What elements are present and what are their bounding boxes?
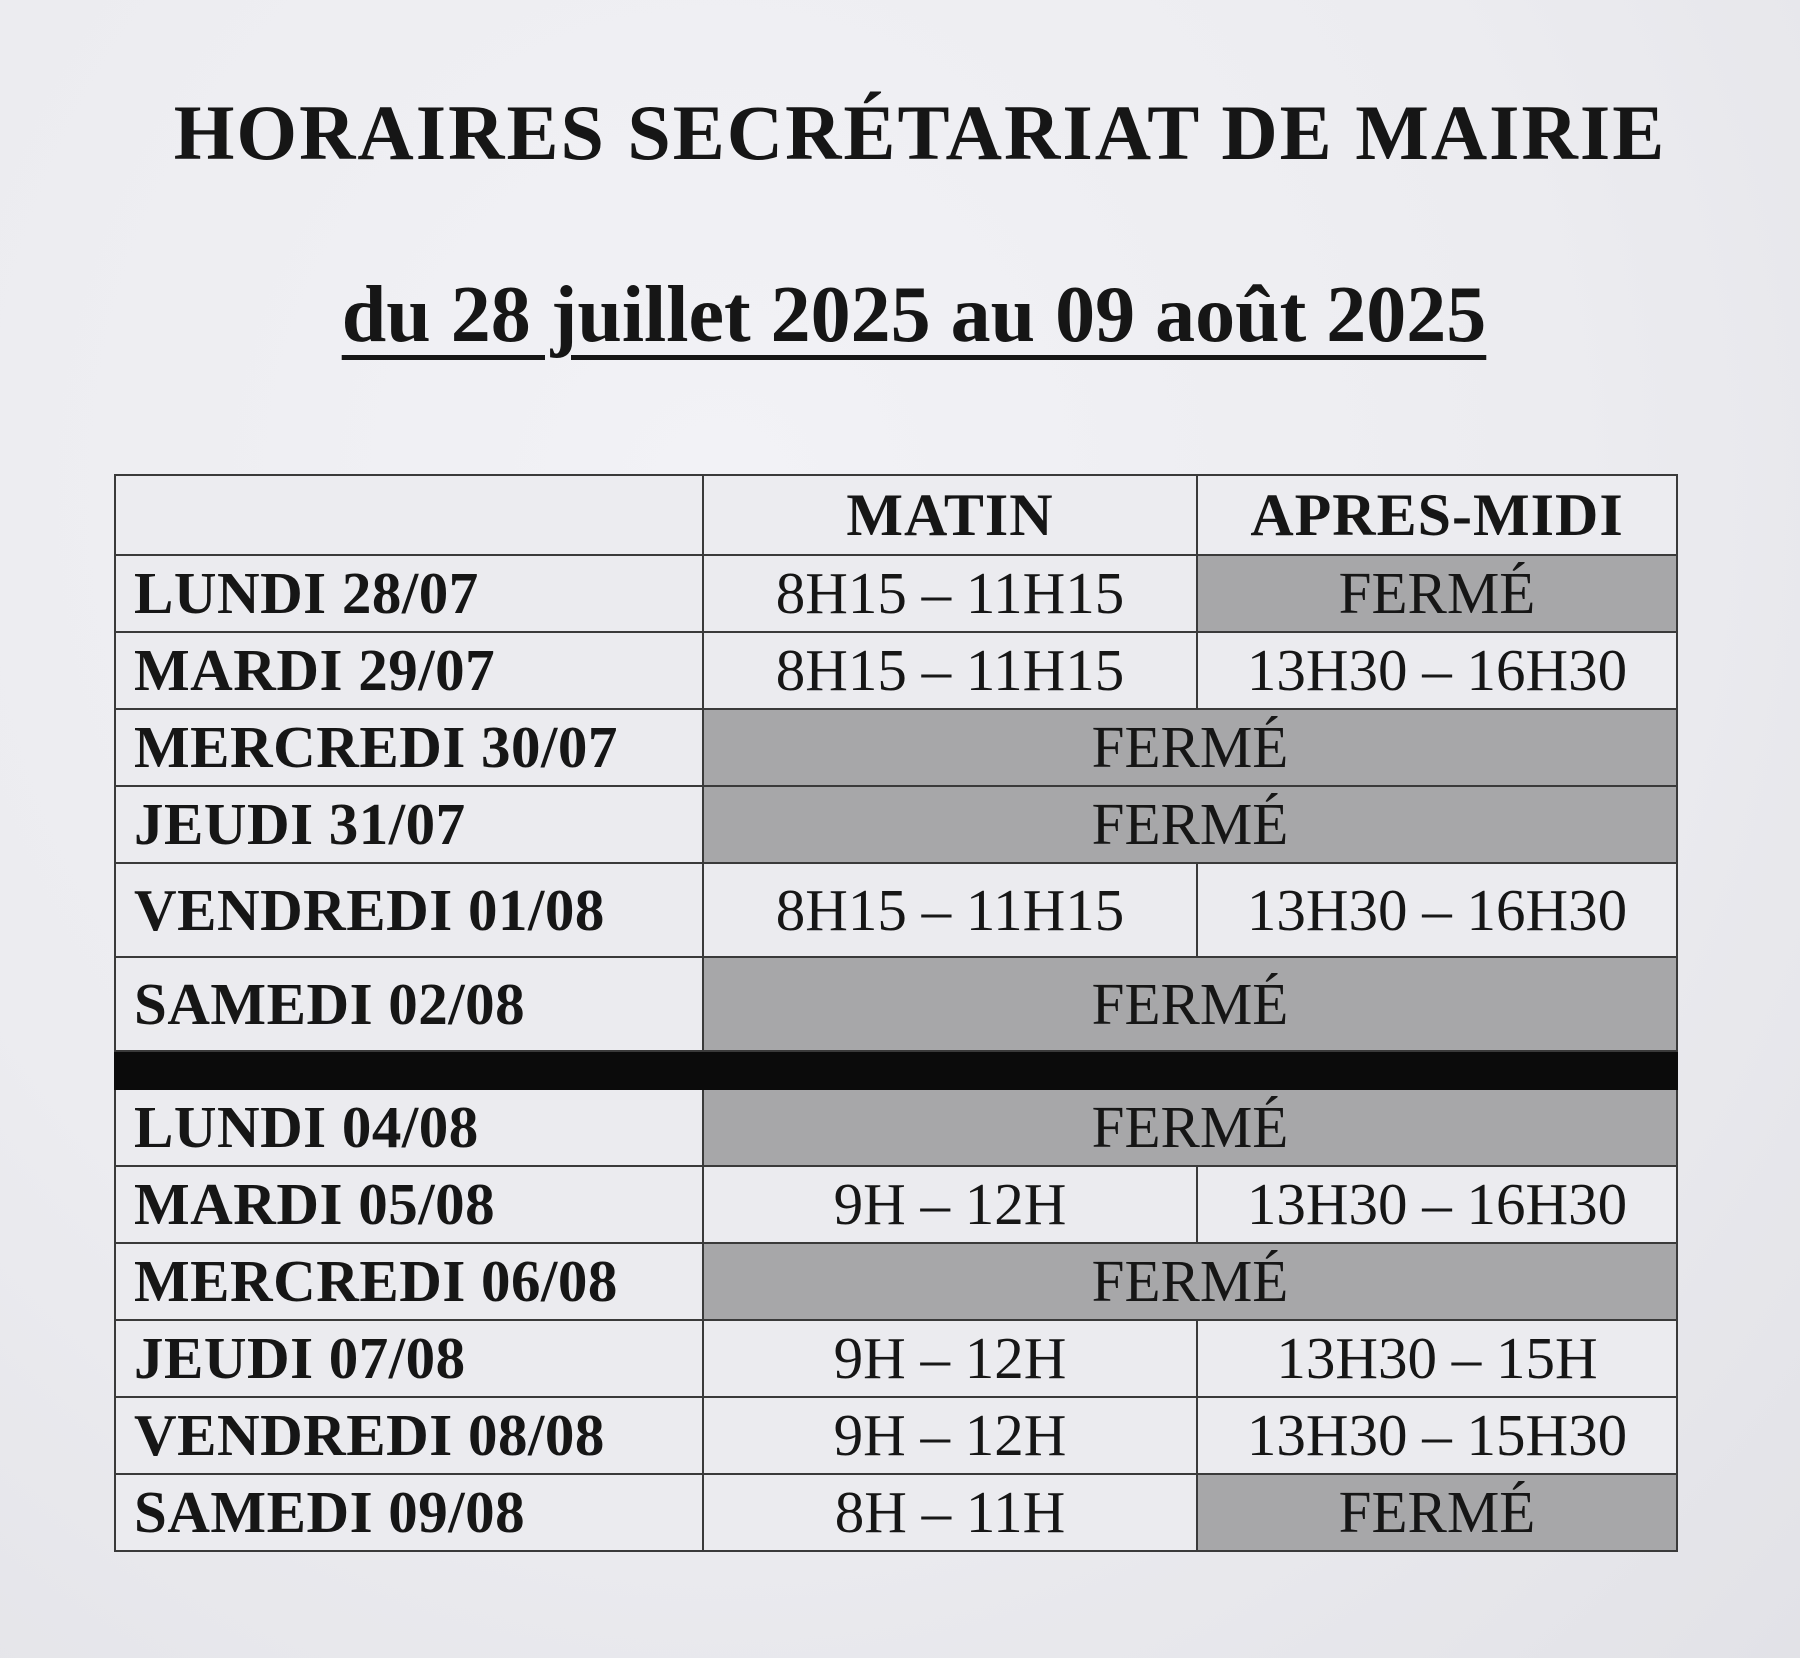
header-afternoon: APRES-MIDI bbox=[1197, 475, 1677, 555]
morning-hours: 8H15 – 11H15 bbox=[703, 555, 1197, 632]
afternoon-hours: 13H30 – 15H bbox=[1197, 1320, 1677, 1397]
table-row bbox=[115, 632, 1677, 709]
day-label: JEUDI 31/07 bbox=[115, 786, 703, 863]
morning-hours: 9H – 12H bbox=[703, 1166, 1197, 1243]
schedule-table bbox=[114, 474, 1678, 1552]
morning-hours: 9H – 12H bbox=[703, 1320, 1197, 1397]
day-label: VENDREDI 01/08 bbox=[115, 863, 703, 957]
afternoon-closed: FERMÉ bbox=[1197, 555, 1677, 632]
page-title: HORAIRES SECRÉTARIAT DE MAIRIE bbox=[173, 89, 1667, 176]
date-range-subtitle bbox=[0, 270, 1800, 361]
morning-hours: 9H – 12H bbox=[703, 1397, 1197, 1474]
day-label: MARDI 29/07 bbox=[115, 632, 703, 709]
full-day-closed: FERMÉ bbox=[703, 957, 1677, 1051]
table-row bbox=[115, 555, 1677, 632]
morning-hours: 8H – 11H bbox=[703, 1474, 1197, 1551]
afternoon-hours: 13H30 – 15H30 bbox=[1197, 1397, 1677, 1474]
afternoon-hours: 13H30 – 16H30 bbox=[1197, 863, 1677, 957]
table-row bbox=[115, 709, 1677, 786]
afternoon-hours: 13H30 – 16H30 bbox=[1197, 632, 1677, 709]
table-row bbox=[115, 786, 1677, 863]
table-row bbox=[115, 957, 1677, 1051]
header-row bbox=[115, 475, 1677, 555]
day-label: SAMEDI 09/08 bbox=[115, 1474, 703, 1551]
table-row bbox=[115, 1474, 1677, 1551]
table-row bbox=[115, 863, 1677, 957]
day-label: MERCREDI 30/07 bbox=[115, 709, 703, 786]
table-row bbox=[115, 1320, 1677, 1397]
day-label: LUNDI 04/08 bbox=[115, 1089, 703, 1166]
afternoon-closed: FERMÉ bbox=[1197, 1474, 1677, 1551]
table-row bbox=[115, 1243, 1677, 1320]
table-row bbox=[115, 1089, 1677, 1166]
date-range-text: du 28 juillet 2025 au 09 août 2025 bbox=[341, 271, 1487, 359]
table-row bbox=[115, 1397, 1677, 1474]
header-morning: MATIN bbox=[703, 475, 1197, 555]
separator-bar bbox=[115, 1051, 1677, 1089]
day-label: JEUDI 07/08 bbox=[115, 1320, 703, 1397]
table-row bbox=[115, 1166, 1677, 1243]
week-separator bbox=[115, 1051, 1677, 1089]
morning-hours: 8H15 – 11H15 bbox=[703, 863, 1197, 957]
full-day-closed: FERMÉ bbox=[703, 1089, 1677, 1166]
day-label: MARDI 05/08 bbox=[115, 1166, 703, 1243]
full-day-closed: FERMÉ bbox=[703, 709, 1677, 786]
day-label: LUNDI 28/07 bbox=[115, 555, 703, 632]
day-label: VENDREDI 08/08 bbox=[115, 1397, 703, 1474]
morning-hours: 8H15 – 11H15 bbox=[703, 632, 1197, 709]
afternoon-hours: 13H30 – 16H30 bbox=[1197, 1166, 1677, 1243]
day-label: SAMEDI 02/08 bbox=[115, 957, 703, 1051]
day-label: MERCREDI 06/08 bbox=[115, 1243, 703, 1320]
full-day-closed: FERMÉ bbox=[703, 786, 1677, 863]
header-corner-cell bbox=[115, 475, 703, 555]
full-day-closed: FERMÉ bbox=[703, 1243, 1677, 1320]
